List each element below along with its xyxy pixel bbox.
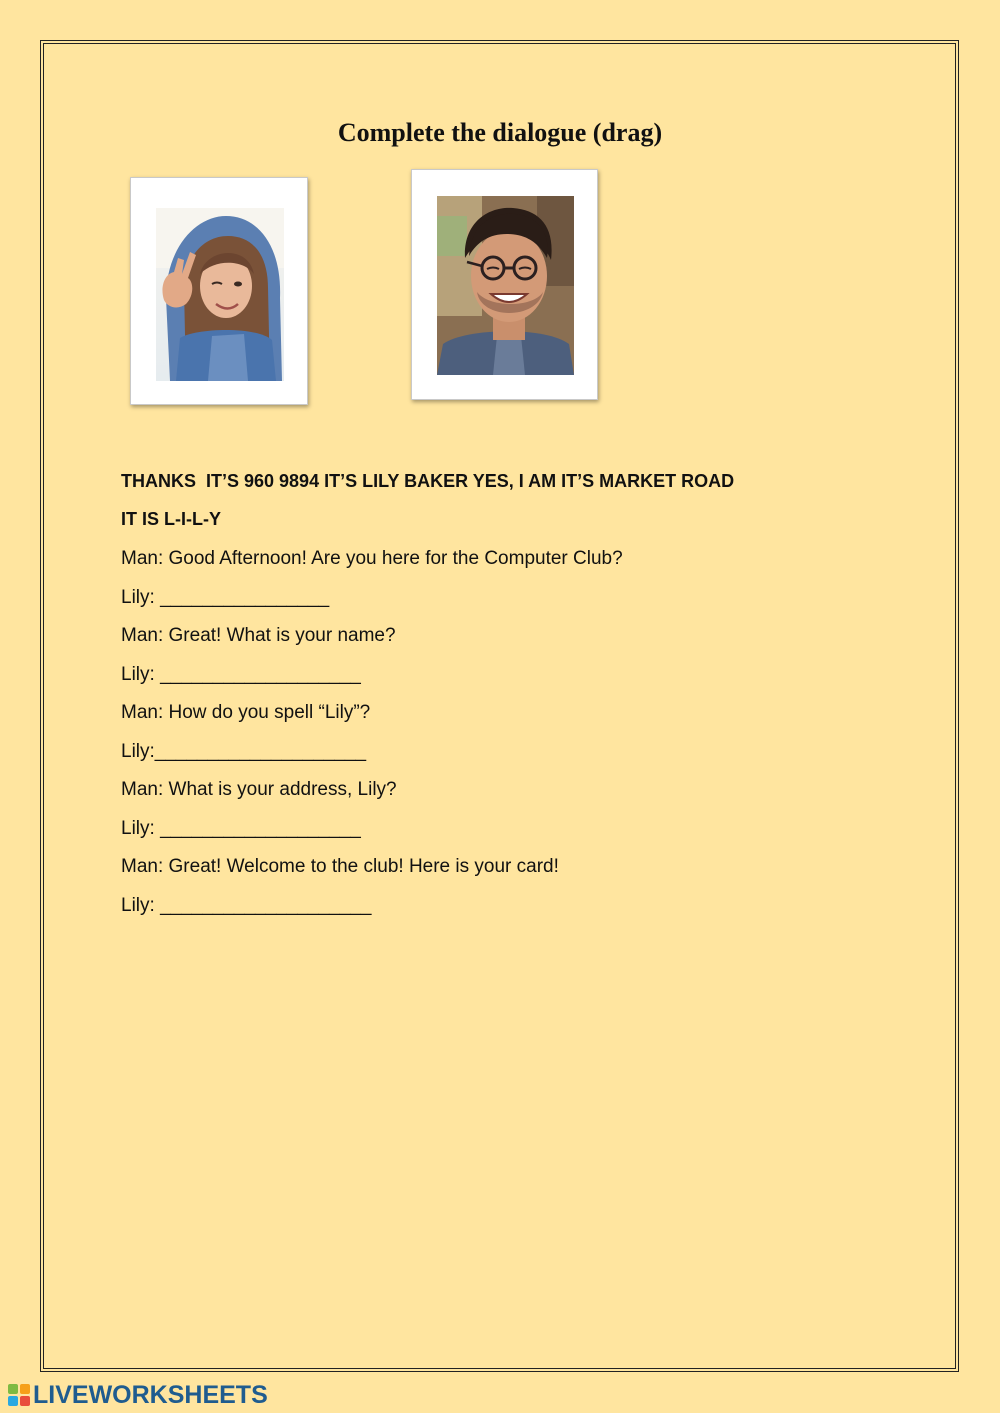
photo-man [411, 169, 598, 400]
logo-square-2 [20, 1384, 30, 1394]
dialogue-lily-answer-5[interactable]: Lily: ____________________ [121, 895, 372, 916]
worksheet-title: Complete the dialogue (drag) [337, 118, 663, 147]
dialogue-lily-answer-4[interactable]: Lily: ___________________ [121, 818, 361, 839]
dialogue-man-line-1: Man: Good Afternoon! Are you here for the Computer Club? [121, 548, 623, 569]
dialogue-man-line-4: Man: What is your address, Lily? [121, 779, 397, 800]
dialogue-man-line-3: Man: How do you spell “Lily”? [121, 702, 371, 723]
dialogue-lily-answer-2[interactable]: Lily: ___________________ [121, 664, 361, 685]
photo-lily [130, 177, 308, 405]
dialogue-man-line-5: Man: Great! Welcome to the club! Here is your card! [121, 856, 559, 877]
liveworksheets-logo-icon [8, 1384, 30, 1406]
liveworksheets-logo[interactable] [8, 1382, 268, 1408]
logo-square-1 [8, 1384, 18, 1394]
liveworksheets-logo-text: LIVEWORKSHEETS [33, 1380, 268, 1409]
dialogue-man-line-2: Man: Great! What is your name? [121, 625, 396, 646]
logo-square-3 [8, 1396, 18, 1406]
word-bank-line-2: IT IS L-I-L-Y [121, 509, 221, 529]
dialogue-lily-answer-1[interactable]: Lily: ________________ [121, 587, 330, 608]
man-portrait-image [437, 196, 574, 375]
logo-square-4 [20, 1396, 30, 1406]
girl-portrait-image [156, 208, 284, 381]
word-bank-line-1: THANKS IT’S 960 9894 IT’S LILY BAKER YES, I AM IT’S MARKET ROAD [121, 471, 735, 491]
dialogue-lily-answer-3[interactable]: Lily:____________________ [121, 741, 367, 762]
